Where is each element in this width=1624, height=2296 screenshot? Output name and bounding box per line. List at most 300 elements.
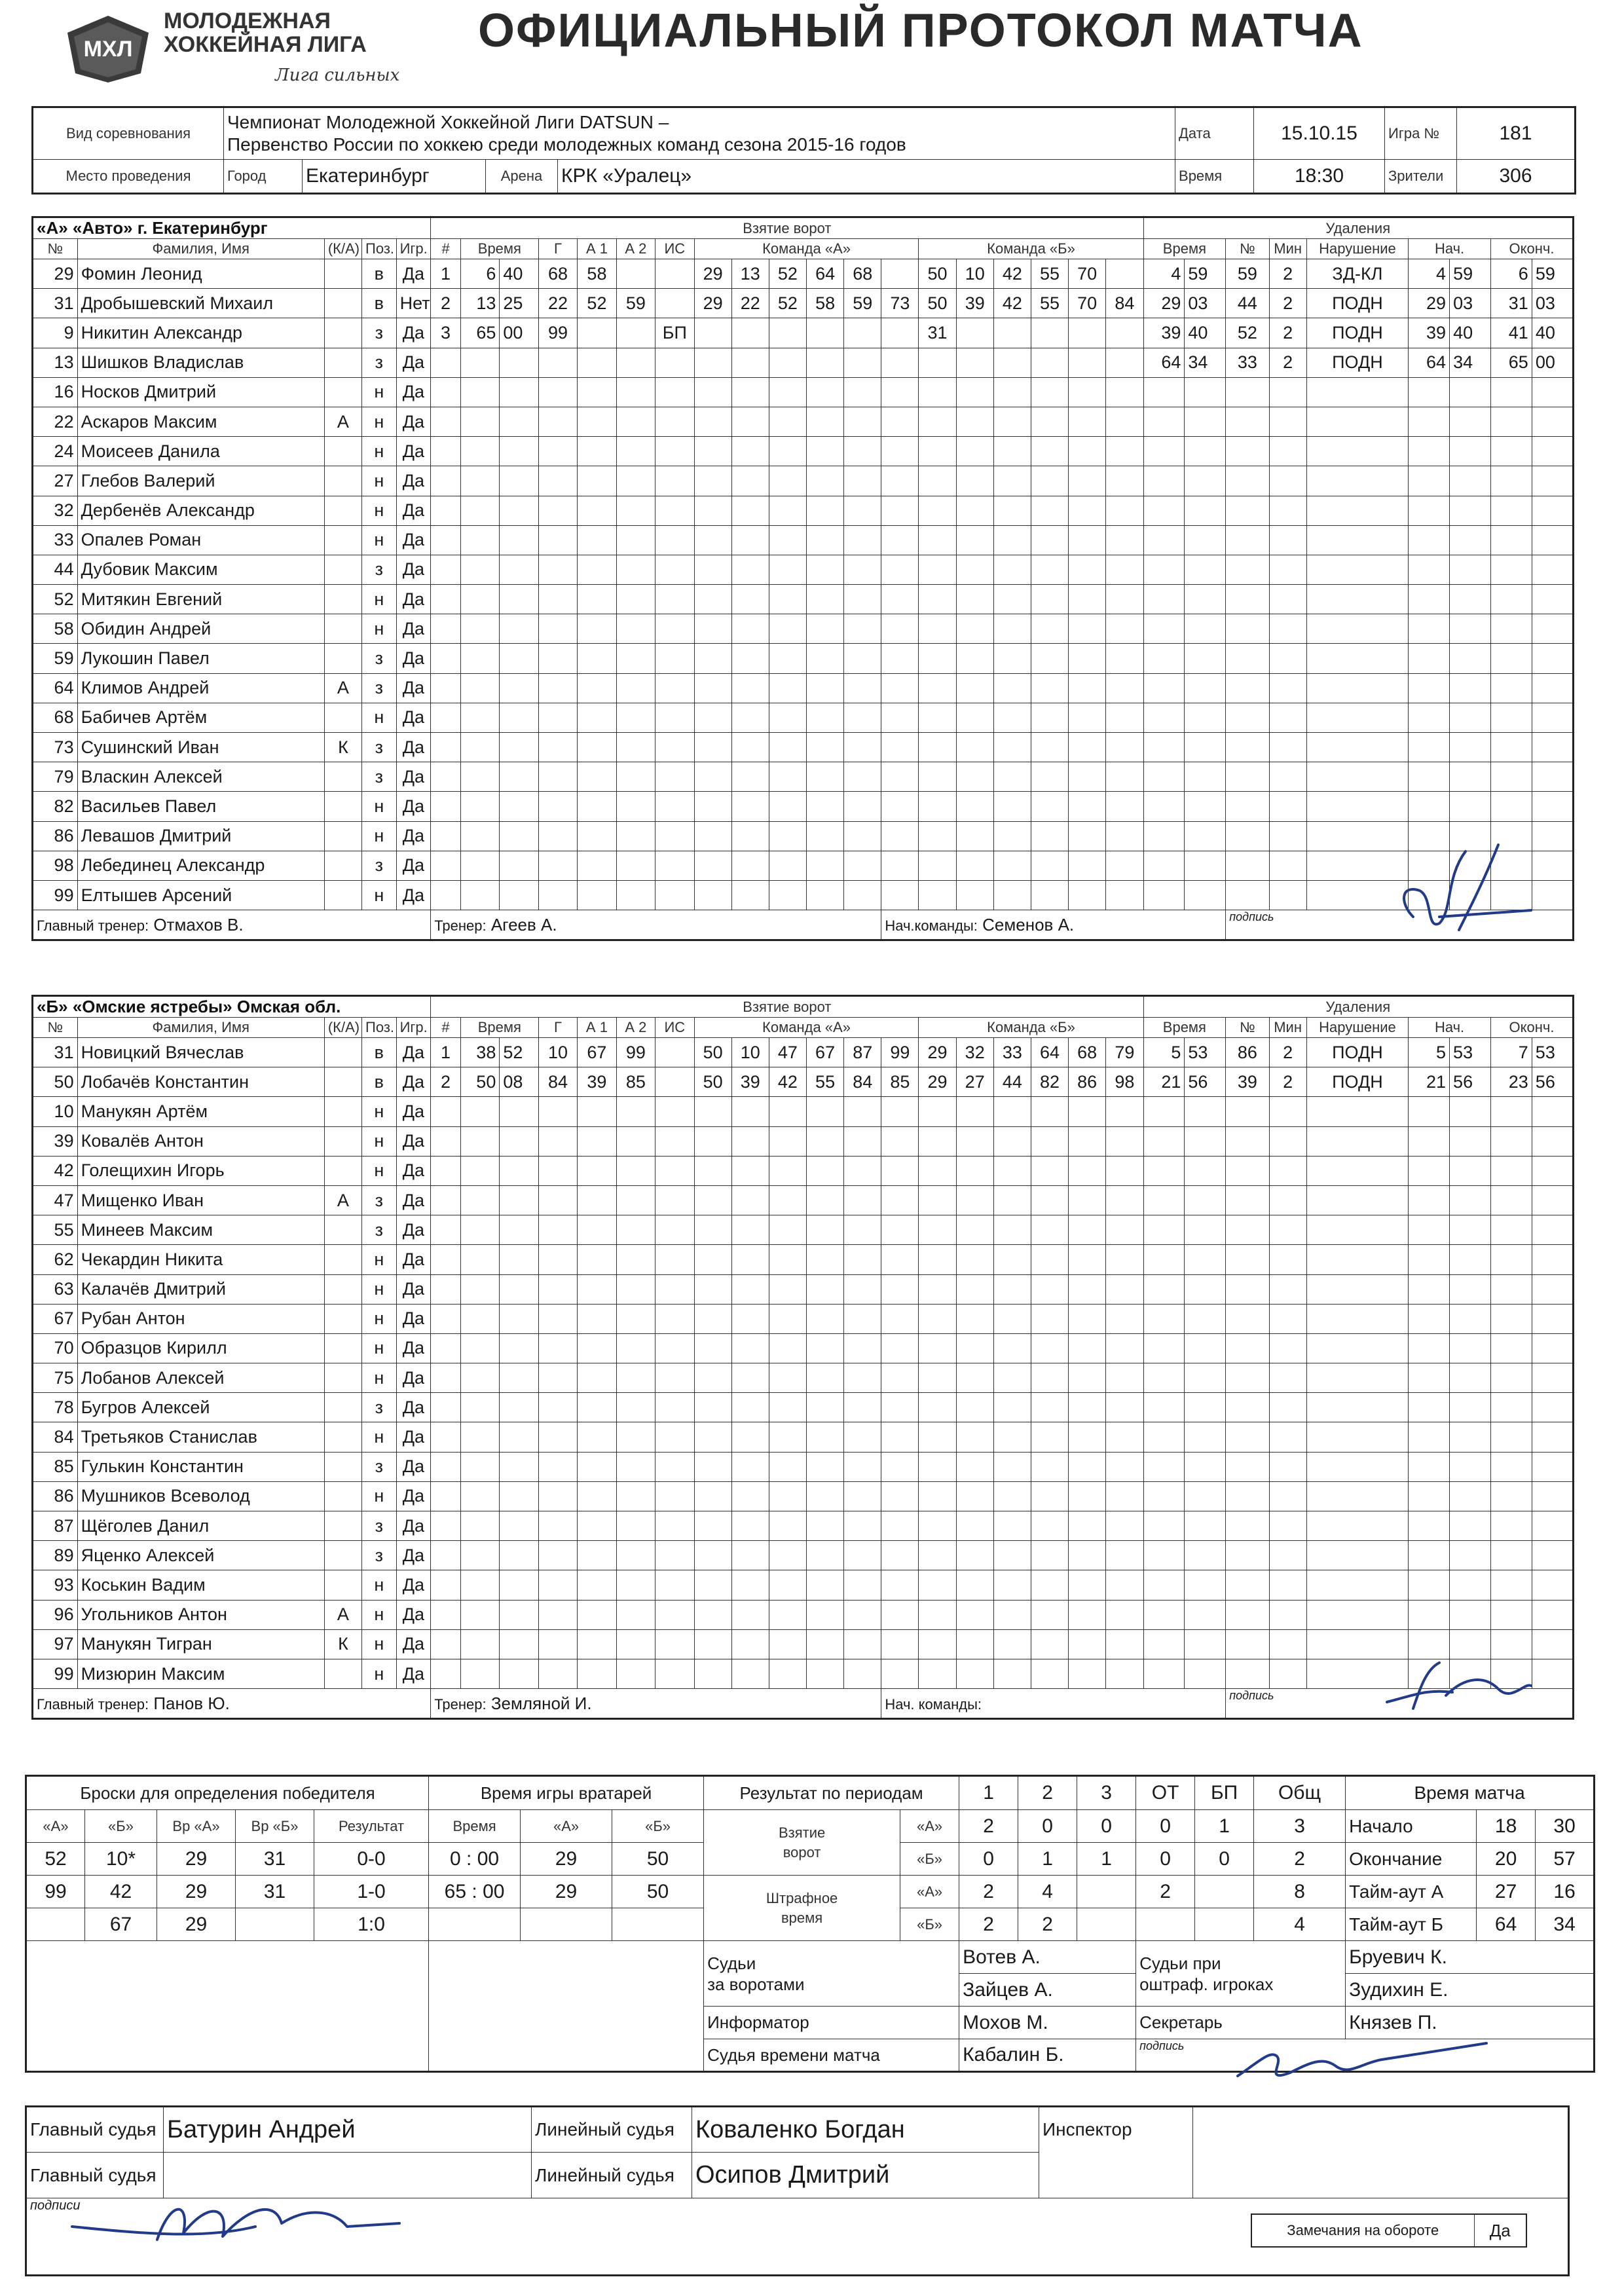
goalie-r2-ss: 00 <box>483 1880 505 1902</box>
shootout-r2-a: 99 <box>26 1876 85 1908</box>
penalty-empty-cell <box>1269 1659 1306 1688</box>
goal-empty-cell <box>655 437 694 466</box>
goal-empty-cell <box>578 673 616 703</box>
goal-empty-cell <box>655 496 694 525</box>
goal-empty-cell <box>993 1629 1031 1659</box>
player-position: н <box>362 1304 397 1333</box>
penalty-empty-cell <box>1185 1274 1226 1304</box>
penalty-empty-cell <box>1532 1659 1573 1688</box>
goal-empty-cell <box>1069 1600 1106 1629</box>
goals-a-so: 1 <box>1195 1810 1254 1843</box>
penalty-start-ss: 59 <box>1450 259 1491 289</box>
goal-empty-cell <box>694 792 731 821</box>
goal-empty-cell <box>807 1600 844 1629</box>
goal-assist2: 99 <box>616 1038 655 1067</box>
player-played: Да <box>396 1629 431 1659</box>
goal-empty-cell <box>1031 466 1068 496</box>
goal-minute: 38 <box>460 1038 499 1067</box>
goal-number <box>431 821 461 851</box>
player-ka <box>324 1126 361 1156</box>
penalty-empty-cell <box>1532 703 1573 732</box>
goal-onice-b: 64 <box>1031 1038 1068 1067</box>
player-number: 16 <box>33 377 78 407</box>
goal-empty-cell <box>807 1363 844 1393</box>
goal-empty-cell <box>578 437 616 466</box>
goal-empty-cell <box>956 1333 993 1363</box>
period-header-ot: ОТ <box>1136 1776 1195 1810</box>
penalty-empty-cell <box>1143 880 1185 910</box>
goal-empty-cell <box>578 466 616 496</box>
team_a-player-row <box>33 496 1574 525</box>
penalty-empty-cell <box>1143 1452 1185 1481</box>
goal-empty-cell <box>538 1659 577 1688</box>
league-motto: Лига сильных <box>275 65 400 85</box>
team_a-player-row <box>33 644 1574 673</box>
goal-empty-cell <box>655 1541 694 1570</box>
goal-empty-cell <box>1031 348 1068 377</box>
goal-empty-cell <box>578 1245 616 1274</box>
player-ka <box>324 1038 361 1067</box>
goal-onice-b: 86 <box>1069 1067 1106 1097</box>
pim-b-total: 4 <box>1254 1908 1346 1941</box>
player-number: 82 <box>33 792 78 821</box>
goal-empty-cell <box>616 1629 655 1659</box>
signatures-label: подписи <box>30 2198 81 2213</box>
goal-empty-cell <box>538 1363 577 1393</box>
penalty-empty-cell <box>1490 466 1532 496</box>
goal-empty-cell <box>655 880 694 910</box>
goal-empty-cell <box>578 614 616 644</box>
penalty-empty-cell <box>1185 614 1226 644</box>
penalty-empty-cell <box>1185 1215 1226 1245</box>
goal-empty-cell <box>655 644 694 673</box>
goal-onice-b: 68 <box>1069 1038 1106 1067</box>
player-number: 50 <box>33 1067 78 1097</box>
pim-team-b-label: «Б» <box>900 1908 959 1941</box>
penalty-violation: ЗД-КЛ <box>1306 259 1408 289</box>
goal-empty-cell <box>769 1629 806 1659</box>
player-number: 70 <box>33 1333 78 1363</box>
goal-empty-cell <box>1031 1600 1068 1629</box>
goal-empty-cell <box>919 437 956 466</box>
goal-empty-cell <box>500 1511 538 1541</box>
goal-empty-cell <box>769 1481 806 1511</box>
penalty-empty-cell <box>1490 733 1532 762</box>
penalty-empty-cell <box>1532 762 1573 792</box>
goal-empty-cell <box>919 673 956 703</box>
goal-number: 1 <box>431 1038 461 1067</box>
goal-empty-cell <box>731 377 769 407</box>
goal-number <box>431 1629 461 1659</box>
goal-minute <box>460 1600 499 1629</box>
goal-empty-cell <box>694 496 731 525</box>
head-coach-value: Отмахов В. <box>153 914 244 935</box>
team_b-signature <box>1374 1617 1538 1722</box>
player-name: Митякин Евгений <box>77 585 324 614</box>
penalty-empty-cell <box>1450 377 1491 407</box>
goal-empty-cell <box>538 792 577 821</box>
penalty-empty-cell <box>1306 1215 1408 1245</box>
goal-number <box>431 1304 461 1333</box>
goal-empty-cell <box>500 1422 538 1452</box>
goal-assist2: 85 <box>616 1067 655 1097</box>
goal-empty-cell <box>1106 407 1143 436</box>
goal-empty-cell <box>578 1333 616 1363</box>
goalie-r3-b <box>612 1908 704 1941</box>
penalty-empty-cell <box>1143 555 1185 584</box>
goal-empty-cell <box>1069 1452 1106 1481</box>
goal-empty-cell <box>655 1215 694 1245</box>
penalty-end-mm: 23 <box>1490 1067 1532 1097</box>
sign-label: подпись <box>1229 1689 1274 1703</box>
goalie-empty <box>429 1941 704 2072</box>
penalty-empty-cell <box>1185 1393 1226 1422</box>
player-ka <box>324 1570 361 1600</box>
goal-empty-cell <box>881 1629 919 1659</box>
goal-onice-a: 13 <box>731 259 769 289</box>
goal-empty-cell <box>500 1629 538 1659</box>
player-ka <box>324 1659 361 1688</box>
goal-empty-cell <box>1031 1215 1068 1245</box>
player-position: з <box>362 1393 397 1422</box>
goal-empty-cell <box>807 1215 844 1245</box>
goal-empty-cell <box>578 1215 616 1245</box>
goal-empty-cell <box>844 733 881 762</box>
goal-empty-cell <box>919 851 956 880</box>
goal-empty-cell <box>500 1600 538 1629</box>
goal-empty-cell <box>616 1659 655 1688</box>
goal-empty-cell <box>655 1629 694 1659</box>
player-position: н <box>362 1097 397 1126</box>
goal-empty-cell <box>956 585 993 614</box>
player-position: в <box>362 259 397 289</box>
goal-empty-cell <box>616 1363 655 1393</box>
goal-number <box>431 762 461 792</box>
goal-empty-cell <box>655 1126 694 1156</box>
player-position: н <box>362 880 397 910</box>
penalty-empty-cell <box>1269 1156 1306 1185</box>
goal-empty-cell <box>731 821 769 851</box>
goal-onice-b: 44 <box>993 1067 1031 1097</box>
goal-onice-a <box>844 318 881 348</box>
goal-empty-cell <box>844 1245 881 1274</box>
timeout-a-mm: 27 <box>1477 1876 1536 1908</box>
goal-empty-cell <box>881 1333 919 1363</box>
player-name: Манукян Тигран <box>77 1629 324 1659</box>
player-position: з <box>362 1541 397 1570</box>
player-number: 31 <box>33 1038 78 1067</box>
goal-empty-cell <box>919 1097 956 1126</box>
goal-empty-cell <box>844 1126 881 1156</box>
goal-onice-b <box>956 318 993 348</box>
penalty-empty-cell <box>1143 1659 1185 1688</box>
goals-b-total: 2 <box>1254 1843 1346 1876</box>
goal-number <box>431 1541 461 1570</box>
penalty-start-mm: 5 <box>1409 1038 1450 1067</box>
player-number: 73 <box>33 733 78 762</box>
goal-minute <box>460 496 499 525</box>
player-played: Да <box>396 1333 431 1363</box>
goal-minute <box>460 733 499 762</box>
goal-empty-cell <box>578 1541 616 1570</box>
player-played: Да <box>396 377 431 407</box>
goal-onice-a <box>769 318 806 348</box>
goal-empty-cell <box>769 496 806 525</box>
penalty-empty-cell <box>1532 1363 1573 1393</box>
goal-empty-cell <box>919 1215 956 1245</box>
goal-empty-cell <box>807 762 844 792</box>
goal-empty-cell <box>919 585 956 614</box>
goal-empty-cell <box>1031 1541 1068 1570</box>
pim-a-total: 8 <box>1254 1876 1346 1908</box>
player-ka <box>324 466 361 496</box>
penalty-empty-cell <box>1226 1422 1269 1452</box>
goal-empty-cell <box>993 733 1031 762</box>
penalty-empty-cell <box>1409 1452 1450 1481</box>
goal-empty-cell <box>844 851 881 880</box>
player-ka <box>324 437 361 466</box>
team_a-player-row <box>33 289 1574 318</box>
goal-empty-cell <box>919 466 956 496</box>
goal-onice-a: 84 <box>844 1067 881 1097</box>
player-played: Нет <box>396 289 431 318</box>
penalty-start-ss: 53 <box>1450 1038 1491 1067</box>
player-played: Да <box>396 525 431 555</box>
penalty-empty-cell <box>1306 1304 1408 1333</box>
pim-label <box>704 1876 900 1941</box>
goal-empty-cell <box>1069 1481 1106 1511</box>
goal-empty-cell <box>1031 437 1068 466</box>
goal-onice-a <box>731 318 769 348</box>
team_b-player-row <box>33 1659 1574 1688</box>
penalty-empty-cell <box>1409 437 1450 466</box>
goal-empty-cell <box>1069 1422 1106 1452</box>
goal-onice-b: 82 <box>1031 1067 1068 1097</box>
penalty-empty-cell <box>1185 644 1226 673</box>
goal-empty-cell <box>538 614 577 644</box>
penalty-empty-cell <box>1409 377 1450 407</box>
goal-empty-cell <box>538 1600 577 1629</box>
goal-assist2 <box>616 259 655 289</box>
player-name: Мушников Всеволод <box>77 1481 324 1511</box>
goal-empty-cell <box>881 614 919 644</box>
goal-empty-cell <box>1106 1245 1143 1274</box>
logo-badge-text: МХЛ <box>83 37 133 62</box>
goal-empty-cell <box>694 407 731 436</box>
penalty-second: 03 <box>1185 289 1226 318</box>
player-number: 78 <box>33 1393 78 1422</box>
team_b-col-team-b: Команда «Б» <box>919 1018 1143 1038</box>
penalty-empty-cell <box>1450 1097 1491 1126</box>
goal-empty-cell <box>538 673 577 703</box>
goal-empty-cell <box>769 466 806 496</box>
goal-empty-cell <box>919 1541 956 1570</box>
goal-empty-cell <box>731 1511 769 1541</box>
penalty-second: 53 <box>1185 1038 1226 1067</box>
penalty-start-mm: 64 <box>1409 348 1450 377</box>
goal-empty-cell <box>538 1481 577 1511</box>
player-position: н <box>362 1274 397 1304</box>
goal-empty-cell <box>538 644 577 673</box>
team_a-player-row <box>33 348 1574 377</box>
player-played: Да <box>396 1363 431 1393</box>
shootout-r3-b: 67 <box>85 1908 157 1941</box>
penalty-empty-cell <box>1143 1126 1185 1156</box>
goal-empty-cell <box>807 1659 844 1688</box>
team_a-col-p-end: Оконч. <box>1490 239 1573 259</box>
penalty-empty-cell <box>1490 1452 1532 1481</box>
shootout-r1-gb: 31 <box>236 1843 314 1876</box>
goal-onice-b <box>1106 259 1143 289</box>
penalty-empty-cell <box>1490 585 1532 614</box>
goal-empty-cell <box>616 762 655 792</box>
penalty-empty-cell <box>1306 585 1408 614</box>
penalty-empty-cell <box>1269 1481 1306 1511</box>
player-number: 55 <box>33 1215 78 1245</box>
goal-empty-cell <box>655 673 694 703</box>
goal-onice-a: 22 <box>731 289 769 318</box>
goal-empty-cell <box>844 1452 881 1481</box>
penalty-empty-cell <box>1269 851 1306 880</box>
goal-empty-cell <box>655 1452 694 1481</box>
penalty-empty-cell <box>1143 1393 1185 1422</box>
team_a-col-team-b: Команда «Б» <box>919 239 1143 259</box>
goal-empty-cell <box>731 1422 769 1452</box>
player-number: 85 <box>33 1452 78 1481</box>
goal-onice-a <box>807 318 844 348</box>
goal-empty-cell <box>500 1097 538 1126</box>
shootout-r1-a: 52 <box>26 1843 85 1876</box>
player-position: н <box>362 1629 397 1659</box>
goal-onice-a: 47 <box>769 1038 806 1067</box>
goal-empty-cell <box>993 851 1031 880</box>
player-position: н <box>362 1422 397 1452</box>
goal-onice-b: 39 <box>956 289 993 318</box>
goal-empty-cell <box>1106 762 1143 792</box>
player-ka <box>324 585 361 614</box>
goal-empty-cell <box>731 1481 769 1511</box>
penalty-empty-cell <box>1532 1185 1573 1215</box>
goal-empty-cell <box>616 377 655 407</box>
goal-judges-label-line1: Судьи <box>707 1953 756 1973</box>
player-position: н <box>362 1245 397 1274</box>
penalty-empty-cell <box>1409 1363 1450 1393</box>
player-position: н <box>362 1156 397 1185</box>
goal-empty-cell <box>993 1245 1031 1274</box>
penalty-empty-cell <box>1185 1156 1226 1185</box>
player-number: 24 <box>33 437 78 466</box>
timekeeper-value: Кабалин Б. <box>959 2039 1136 2072</box>
penalty-empty-cell <box>1185 1422 1226 1452</box>
goal-empty-cell <box>807 1481 844 1511</box>
goal-second: 52 <box>500 1038 538 1067</box>
goal-empty-cell <box>844 585 881 614</box>
goal-empty-cell <box>844 466 881 496</box>
goal-onice-a: 10 <box>731 1038 769 1067</box>
penalty-empty-cell <box>1185 1481 1226 1511</box>
goal-empty-cell <box>1031 1156 1068 1185</box>
goal-empty-cell <box>538 1156 577 1185</box>
goal-empty-cell <box>769 1393 806 1422</box>
goal-empty-cell <box>919 1452 956 1481</box>
goal-empty-cell <box>844 1363 881 1393</box>
shootout-header-b: «Б» <box>85 1810 157 1843</box>
goal-onice-a: 99 <box>881 1038 919 1067</box>
goal-scorer: 68 <box>538 259 577 289</box>
player-name: Третьяков Станислав <box>77 1422 324 1452</box>
goal-onice-b: 10 <box>956 259 993 289</box>
penalty-empty-cell <box>1306 762 1408 792</box>
sign-label: подпись <box>1229 910 1274 924</box>
goal-number <box>431 407 461 436</box>
goal-empty-cell <box>956 673 993 703</box>
goal-empty-cell <box>919 792 956 821</box>
goal-second: 00 <box>500 318 538 348</box>
goal-empty-cell <box>616 437 655 466</box>
goal-empty-cell <box>807 821 844 851</box>
goal-empty-cell <box>1069 437 1106 466</box>
goal-empty-cell <box>616 1215 655 1245</box>
goal-empty-cell <box>578 1452 616 1481</box>
goal-empty-cell <box>844 1156 881 1185</box>
goal-minute: 13 <box>460 289 499 318</box>
player-name: Дробышевский Михаил <box>77 289 324 318</box>
team-chief <box>881 910 1226 940</box>
team_a-player-row <box>33 525 1574 555</box>
goal-empty-cell <box>919 880 956 910</box>
goal-empty-cell <box>881 880 919 910</box>
penalty-empty-cell <box>1450 466 1491 496</box>
goal-empty-cell <box>616 1570 655 1600</box>
linesman-2: Осипов Дмитрий <box>692 2153 1039 2198</box>
goal-empty-cell <box>993 821 1031 851</box>
penalty-empty-cell <box>1450 585 1491 614</box>
goal-empty-cell <box>538 1126 577 1156</box>
goal-minute <box>460 1156 499 1185</box>
player-played: Да <box>396 1570 431 1600</box>
penalty-empty-cell <box>1306 1274 1408 1304</box>
penalty-empty-cell <box>1269 673 1306 703</box>
goal-empty-cell <box>538 1570 577 1600</box>
pim-a-p3 <box>1077 1876 1136 1908</box>
penalty-empty-cell <box>1226 1097 1269 1126</box>
player-name: Коськин Вадим <box>77 1570 324 1600</box>
team_b-col-pos: Поз. <box>362 1018 397 1038</box>
goal-empty-cell <box>881 555 919 584</box>
goal-empty-cell <box>616 1126 655 1156</box>
player-ka <box>324 1511 361 1541</box>
goal-empty-cell <box>655 821 694 851</box>
date-label: Дата <box>1175 107 1254 160</box>
goal-empty-cell <box>956 762 993 792</box>
penalty-empty-cell <box>1306 792 1408 821</box>
goal-empty-cell <box>1031 1097 1068 1126</box>
goal-empty-cell <box>769 1097 806 1126</box>
penalty-empty-cell <box>1490 1481 1532 1511</box>
player-name: Фомин Леонид <box>77 259 324 289</box>
head-coach-label: Главный тренер: <box>37 1695 149 1713</box>
goal-empty-cell <box>538 1511 577 1541</box>
goal-empty-cell <box>500 880 538 910</box>
player-played: Да <box>396 703 431 732</box>
player-position: в <box>362 1067 397 1097</box>
goal-empty-cell <box>993 1185 1031 1215</box>
goal-empty-cell <box>956 792 993 821</box>
player-name: Мизюрин Максим <box>77 1659 324 1688</box>
penalty-empty-cell <box>1226 644 1269 673</box>
penalty-empty-cell <box>1226 673 1269 703</box>
penalty-empty-cell <box>1450 407 1491 436</box>
